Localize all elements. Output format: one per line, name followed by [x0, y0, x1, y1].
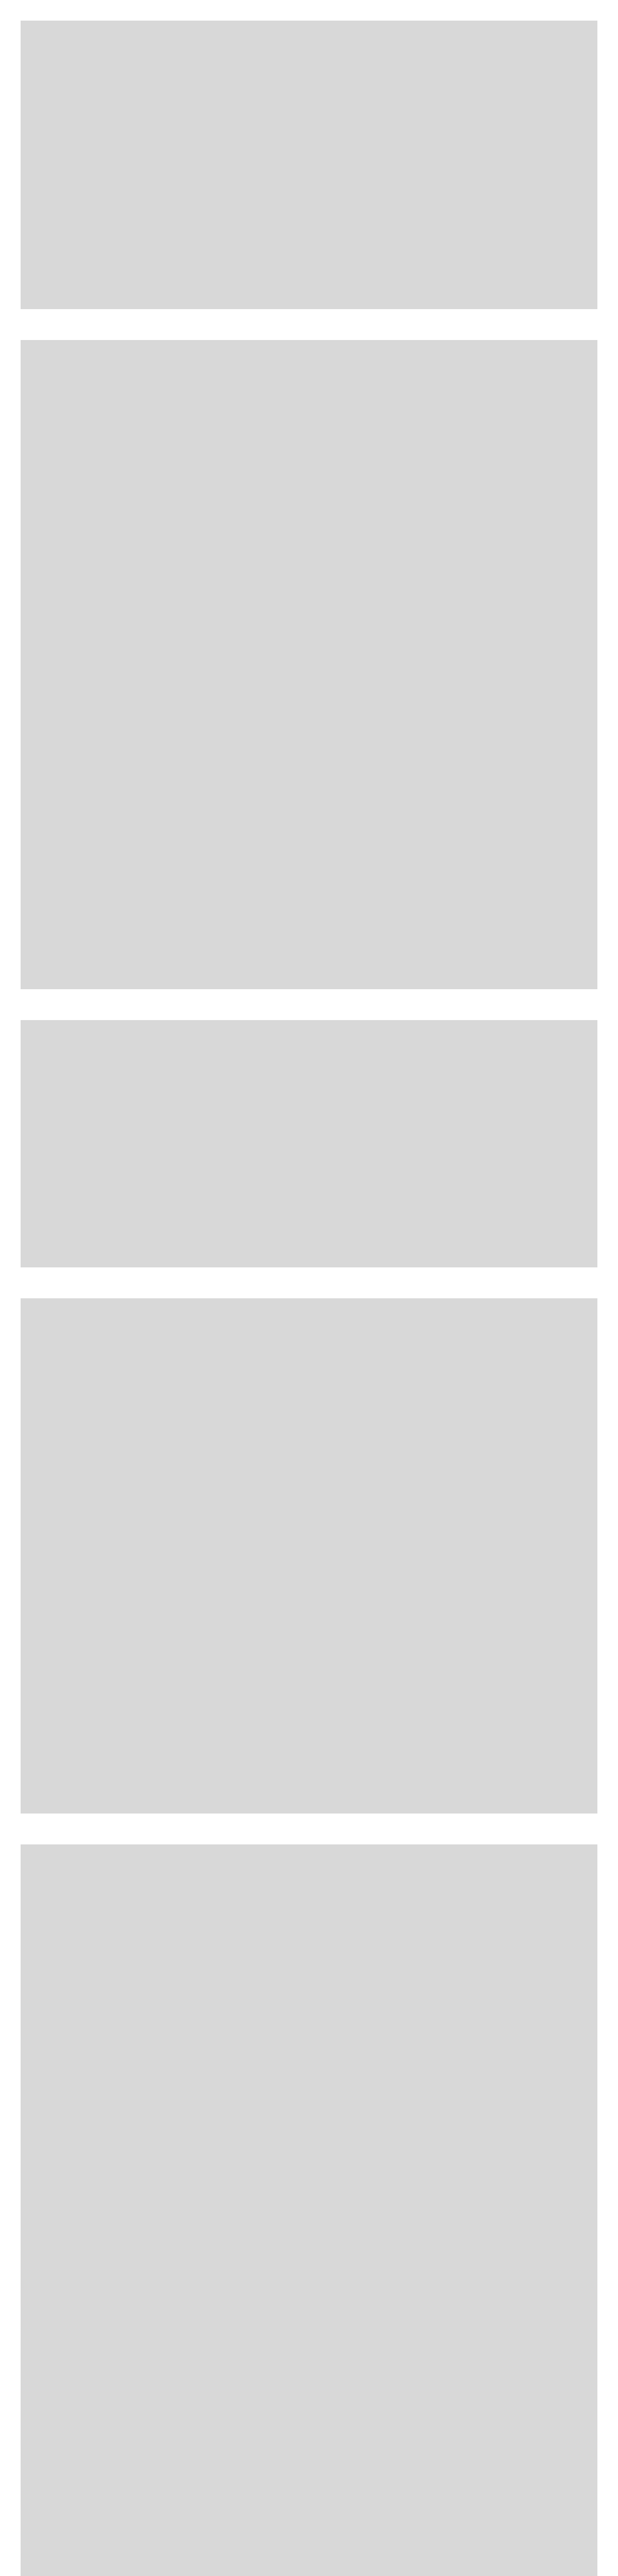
pin-definition-block	[21, 1020, 597, 1267]
wiring-diagrams-block	[21, 1844, 597, 2576]
io-definition-block	[21, 1298, 597, 1814]
spec-table-block	[21, 340, 597, 989]
header-block	[21, 21, 597, 309]
